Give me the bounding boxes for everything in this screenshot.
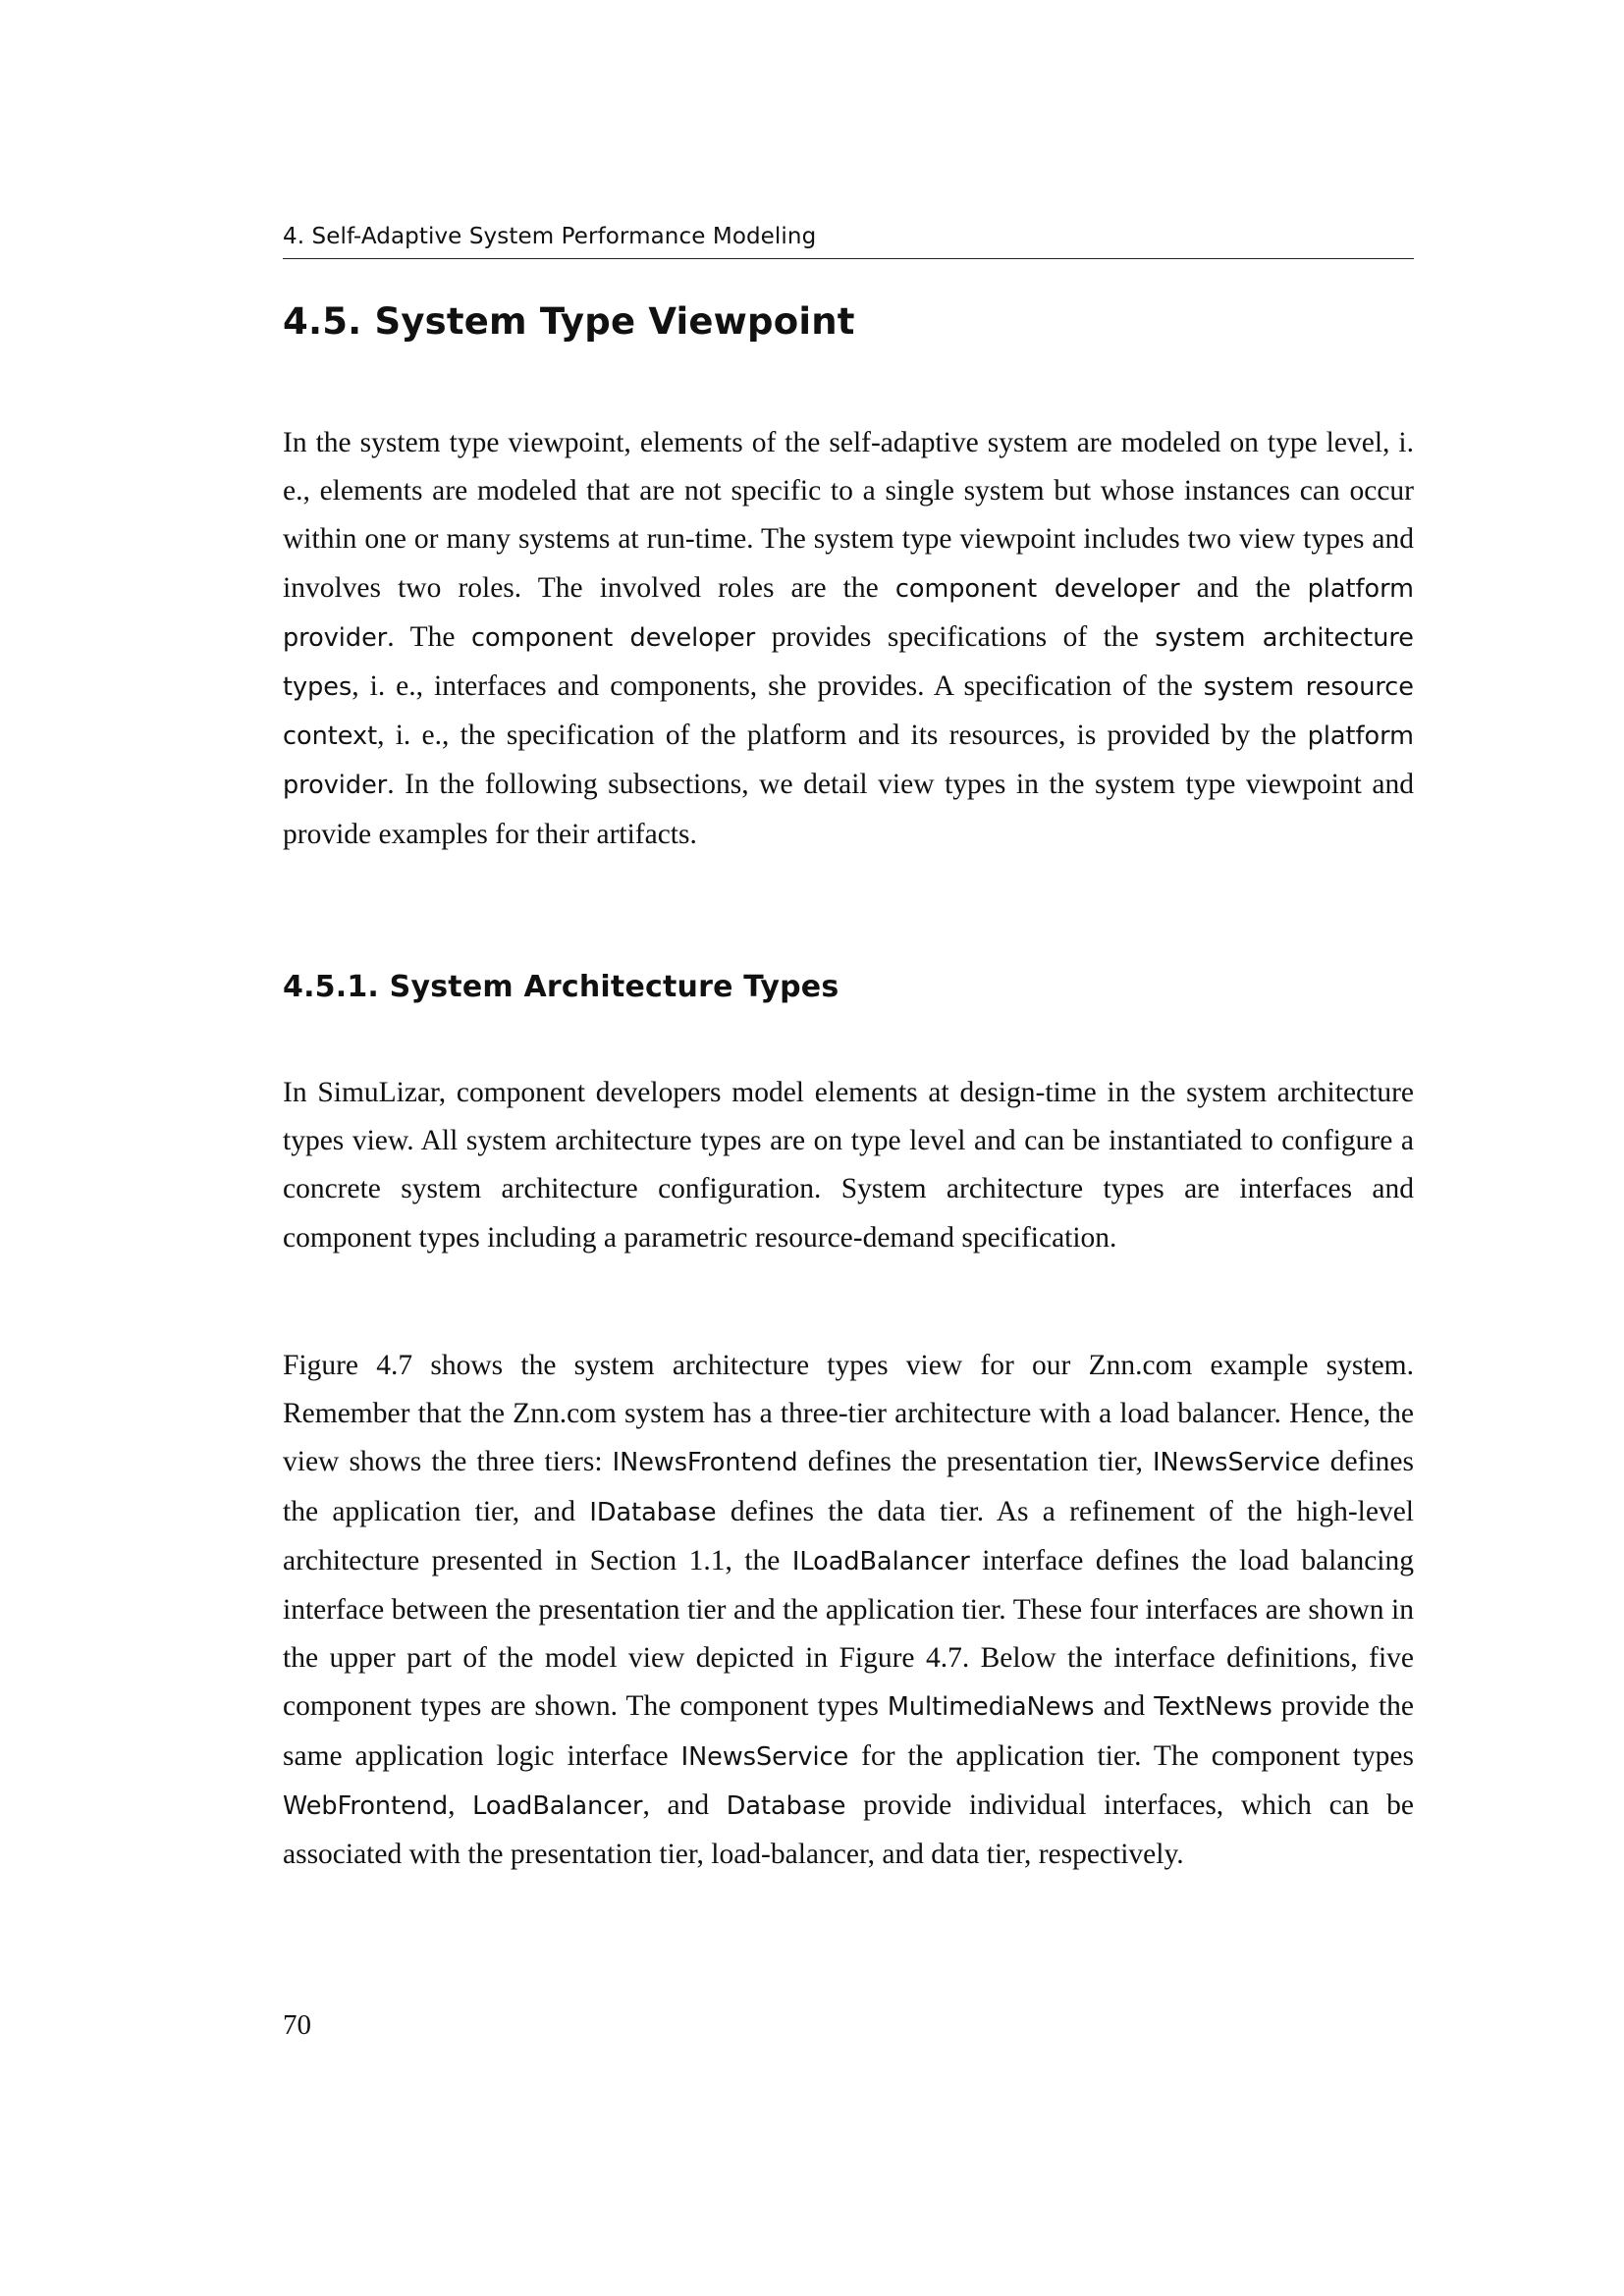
- running-header: [283, 220, 1414, 259]
- artifact-term: system architecture types: [283, 622, 1414, 703]
- role-term: platform provider: [283, 573, 1414, 653]
- text-run: In the system type viewpoint, elements of the self-adaptive system are modeled on type level, i. e., elements are modeled that are not specific to a single system but whose instances can occur within one or many systems at run-time. The system type viewpoint includes two view types and involves two roles. The involved roles are the: [283, 427, 1414, 604]
- text-run: . In the following subsections, we detail view types in the system type viewpoint and provide examples for their artifacts.: [283, 769, 1414, 850]
- text-run: for the application tier. The component types: [848, 1739, 1414, 1772]
- text-run: , i. e., interfaces and components, she provides. A specification of the: [352, 670, 1204, 703]
- role-term: component developer: [894, 573, 1180, 604]
- code-term: INewsService: [1153, 1448, 1321, 1478]
- code-term: TextNews: [1154, 1692, 1272, 1723]
- section-title: 4.5. System Type Viewpoint: [283, 300, 855, 343]
- code-term: Database: [726, 1790, 846, 1821]
- running-header-title: 4. Self-Adaptive System Performance Modeling: [283, 224, 817, 249]
- code-term: IDatabase: [589, 1497, 717, 1527]
- text-run: defines the application tier, and: [283, 1446, 1414, 1527]
- code-term: LoadBalancer: [472, 1790, 643, 1821]
- role-term: platform provider: [283, 721, 1414, 801]
- text-run: . The: [387, 620, 472, 653]
- text-run: , and: [642, 1789, 727, 1821]
- section-intro-paragraph: [283, 419, 1414, 859]
- text-run: and: [1094, 1690, 1155, 1723]
- page-number: 70: [283, 2009, 311, 2041]
- code-term: INewsFrontend: [612, 1448, 798, 1478]
- text-run: provide the same application logic interface: [283, 1690, 1415, 1772]
- text-run: Figure 4.7 shows the system architecture types view for our Znn.com example system. Remember that the Znn.com system has a three-tier architecture with a load balancer. Hence, the view shows the three tiers:: [283, 1350, 1414, 1478]
- code-term: WebFrontend: [283, 1790, 449, 1821]
- text-run: defines the data tier. As a refinement of the high-level architecture presented in Section 1.1, the: [283, 1495, 1414, 1576]
- role-term: component developer: [471, 622, 756, 653]
- text-run: , i. e., the specification of the platform and its resources, is provided by the: [377, 720, 1308, 752]
- code-term: ILoadBalancer: [791, 1546, 970, 1576]
- subsection-paragraph-2: [283, 1342, 1414, 1879]
- text-run: ,: [448, 1789, 473, 1821]
- subsection-paragraph-1: In SimuLizar, component developers model elements at design-time in the system architecture types view. All system architecture types are on type level and can be instantiated to configure a concrete system architecture configuration. System architecture types are interfaces and component types including a parametric resource-demand specification.: [283, 1077, 1414, 1254]
- text-run: and the: [1179, 571, 1308, 604]
- artifact-term: system resource context: [283, 672, 1414, 752]
- text-run: provide individual interfaces, which can be associated with the presentation tier, load-balancer, and data tier, respectively.: [283, 1789, 1415, 1871]
- text-run: interface defines the load balancing interface between the presentation tier and the application tier. These four interfaces are shown in the upper part of the model view depicted in Figure 4.7. Below the interface definitions, five component types are shown. The component types: [283, 1544, 1414, 1723]
- subsection-title: 4.5.1. System Architecture Types: [283, 970, 839, 1004]
- text-run: provides specifications of the: [755, 620, 1156, 653]
- code-term: INewsService: [680, 1741, 849, 1772]
- code-term: MultimediaNews: [887, 1692, 1095, 1723]
- text-run: defines the presentation tier,: [797, 1446, 1154, 1478]
